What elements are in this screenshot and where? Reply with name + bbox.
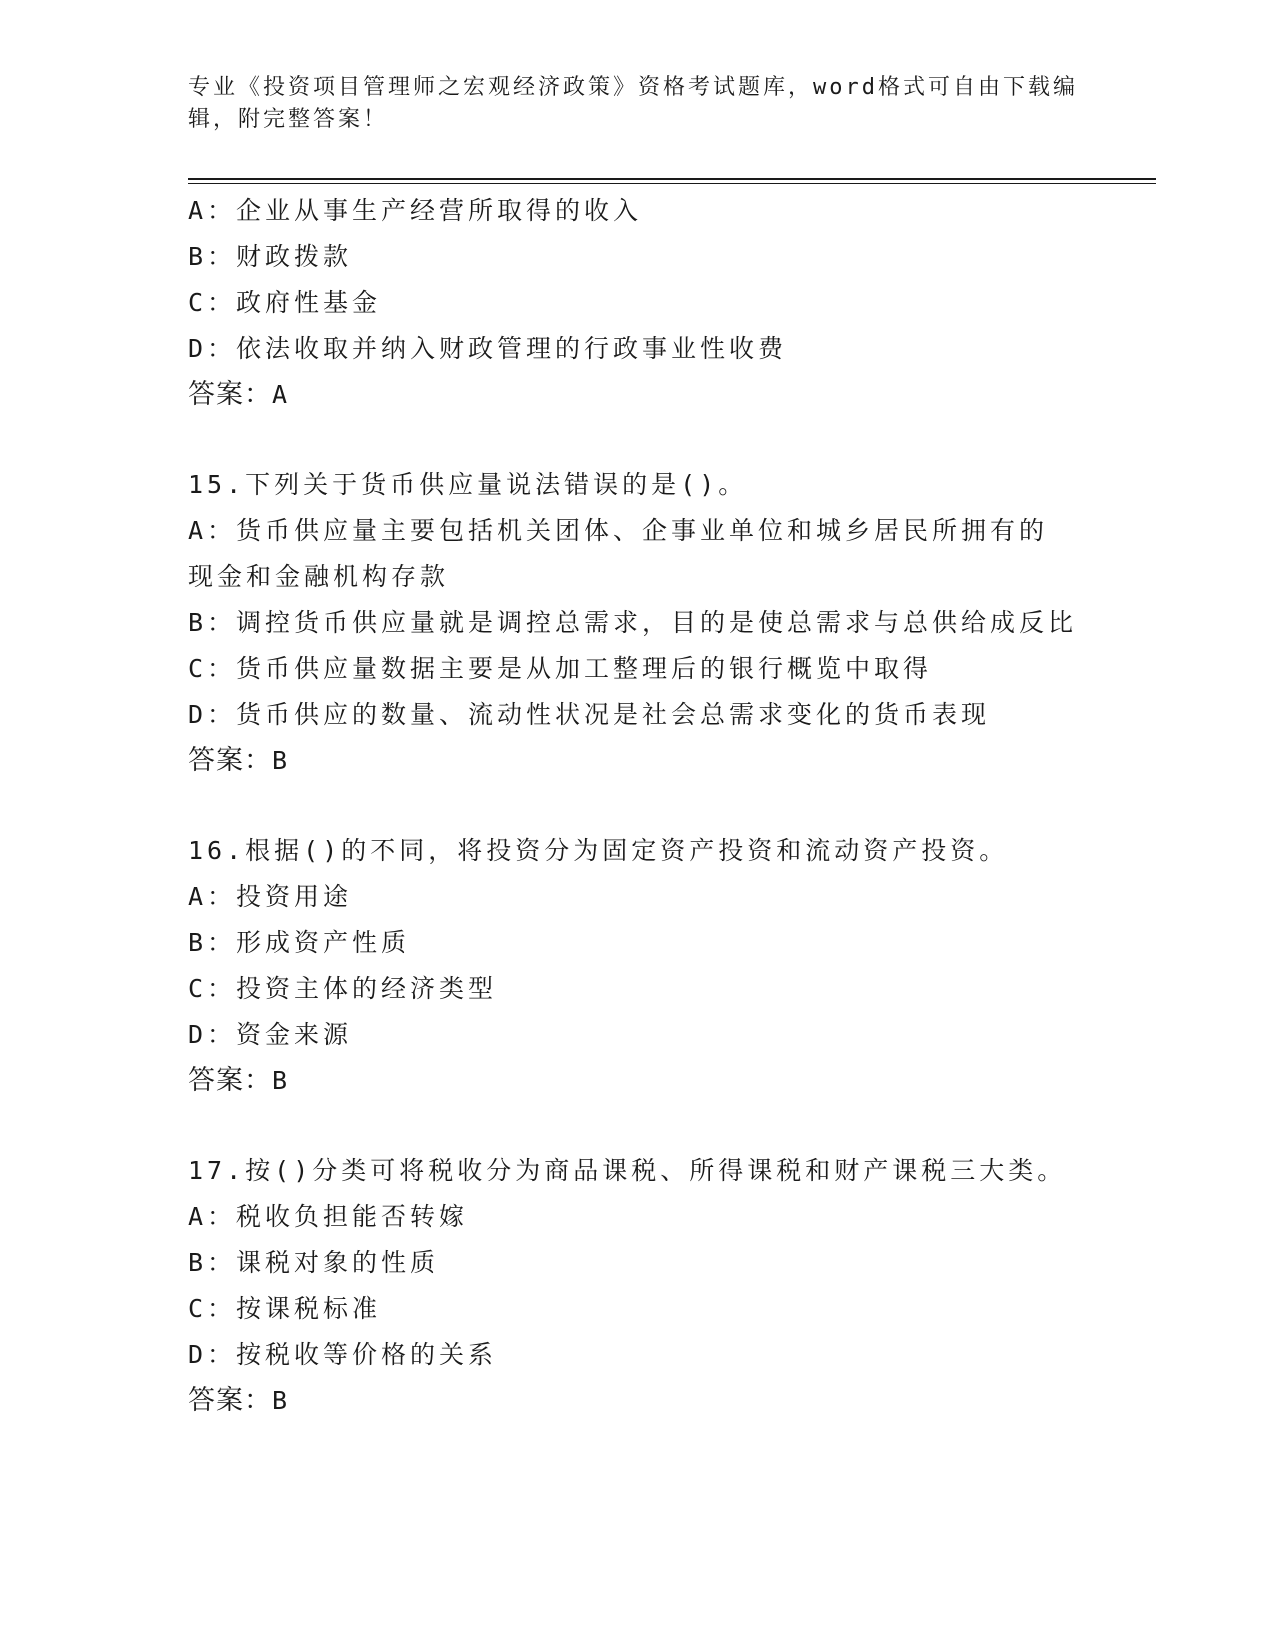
question-stem: 15.下列关于货币供应量说法错误的是()。 <box>188 470 748 499</box>
answer-label: 答案： <box>188 1065 272 1096</box>
option-a: A：货币供应量主要包括机关团体、企事业单位和城乡居民所拥有的现金和金融机构存款 <box>188 516 1049 591</box>
answer-value: B <box>272 1066 289 1095</box>
option-b: B：财政拨款 <box>188 242 353 271</box>
question-stem: 16.根据()的不同，将投资分为固定资产投资和流动资产投资。 <box>188 836 1009 865</box>
option-b: B：形成资产性质 <box>188 928 411 957</box>
answer-line <box>188 1058 1088 1104</box>
option-a: A：税收负担能否转嫁 <box>188 1202 469 1231</box>
question-block-17 <box>188 1148 1088 1424</box>
question-list <box>188 188 1088 1468</box>
answer-label: 答案： <box>188 1385 272 1416</box>
answer-label: 答案： <box>188 379 272 410</box>
option-c: C：按课税标准 <box>188 1294 382 1323</box>
question-block-15 <box>188 462 1088 784</box>
option-a: A：企业从事生产经营所取得的收入 <box>188 196 643 225</box>
answer-value: B <box>272 1386 289 1415</box>
header-rule-thin <box>188 183 1156 184</box>
option-c: C：货币供应量数据主要是从加工整理后的银行概览中取得 <box>188 654 933 683</box>
option-d: D：货币供应的数量、流动性状况是社会总需求变化的货币表现 <box>188 700 991 729</box>
option-a: A：投资用途 <box>188 882 353 911</box>
answer-value: A <box>272 380 289 409</box>
option-d: D：按税收等价格的关系 <box>188 1340 498 1369</box>
answer-label: 答案： <box>188 745 272 776</box>
header-rule-thick <box>188 178 1156 180</box>
answer-line <box>188 738 1088 784</box>
answer-line <box>188 1378 1088 1424</box>
document-header: 专业《投资项目管理师之宏观经济政策》资格考试题库，word格式可自由下载编辑，附完整答案！ <box>188 75 1078 132</box>
question-block-14 <box>188 188 1088 418</box>
question-stem: 17.按()分类可将税收分为商品课税、所得课税和财产课税三大类。 <box>188 1156 1067 1185</box>
option-b: B：课税对象的性质 <box>188 1248 440 1277</box>
option-d: D：依法收取并纳入财政管理的行政事业性收费 <box>188 334 788 363</box>
option-c: C：政府性基金 <box>188 288 382 317</box>
answer-value: B <box>272 746 289 775</box>
option-b: B：调控货币供应量就是调控总需求，目的是使总需求与总供给成反比 <box>188 608 1078 637</box>
question-block-16 <box>188 828 1088 1104</box>
option-d: D：资金来源 <box>188 1020 353 1049</box>
option-c: C：投资主体的经济类型 <box>188 974 498 1003</box>
answer-line <box>188 372 1088 418</box>
